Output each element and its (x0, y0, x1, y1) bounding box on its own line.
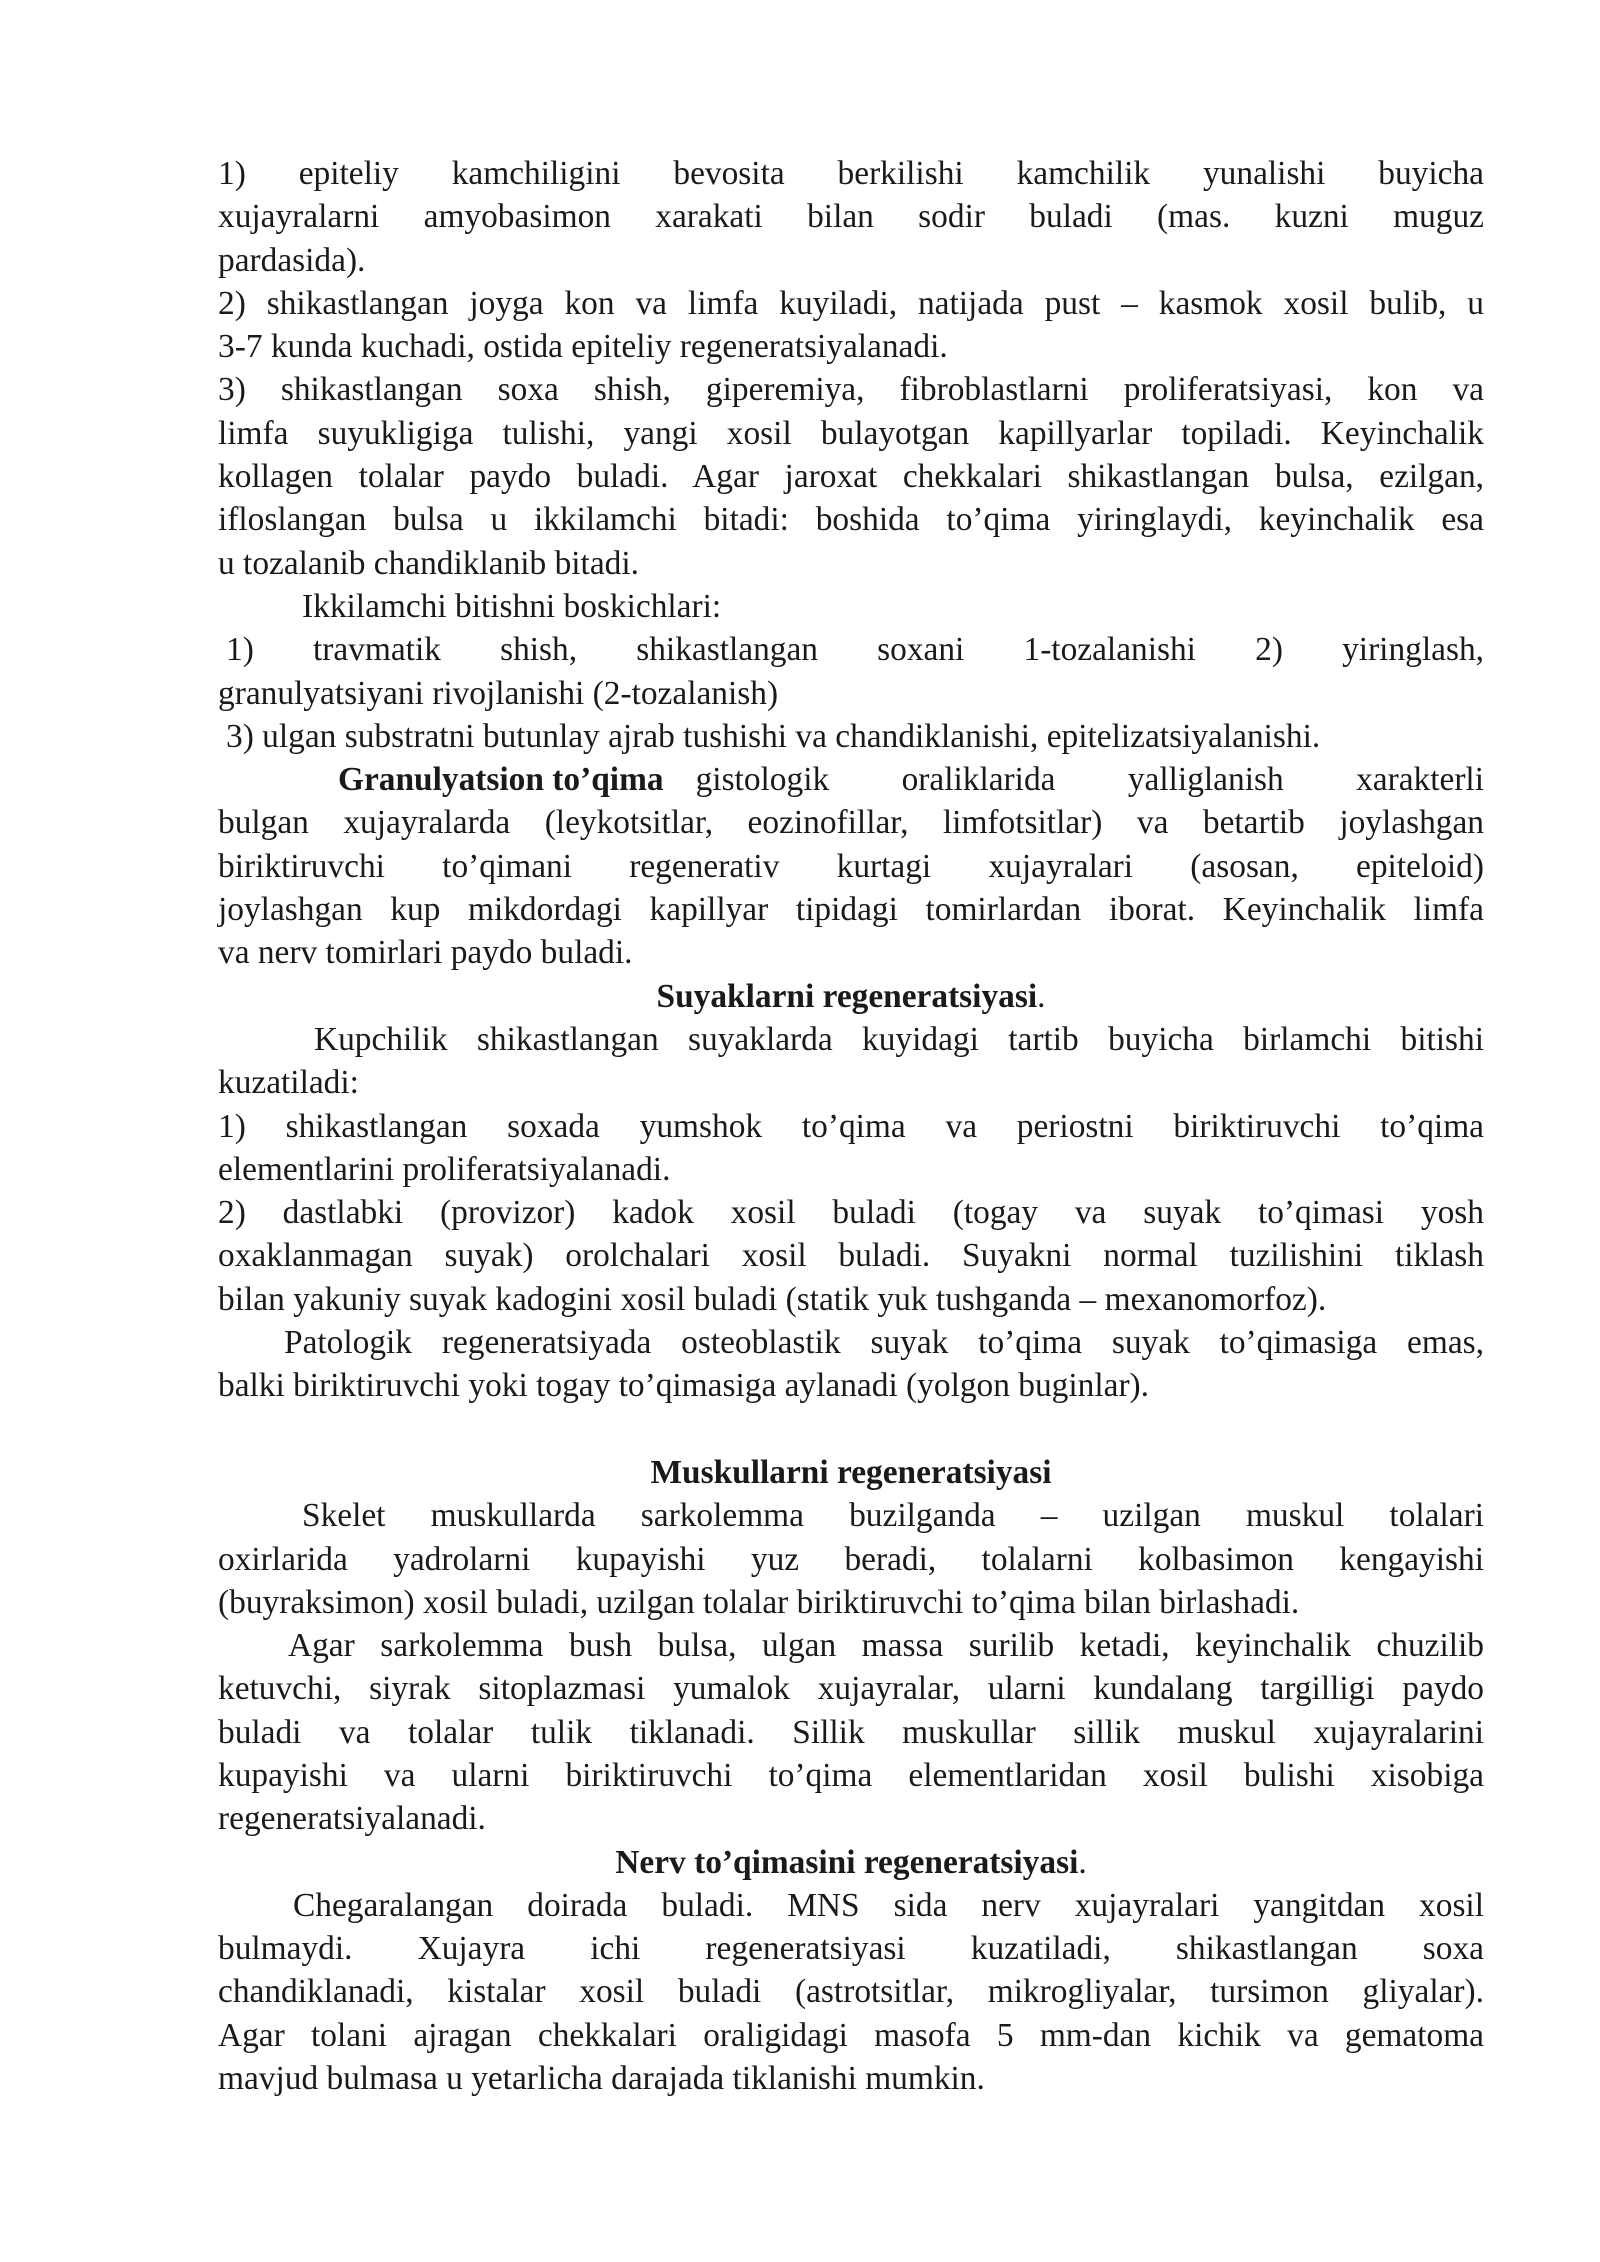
text-line: 1) epiteliy kamchiligini bevosita berkilishi kamchilik yunalishi buyicha (218, 155, 1484, 192)
text-line: oxaklanmagan suyak) orolchalari xosil buladi. Suyakni normal tuzilishini tiklash (218, 1237, 1484, 1275)
text-line: chandiklanadi, kistalar xosil buladi (astrotsitlar, mikrogliyalar, tursimon gliyalar). (218, 1973, 1484, 2011)
text-line: 2) shikastlangan joyga kon va limfa kuyiladi, natijada pust – kasmok xosil bulib, u (218, 284, 1484, 322)
section-heading-suyak (218, 975, 1484, 1018)
text-line: gistologik oraliklarida yalliglanish xarakterli (695, 761, 1484, 799)
granulyatsion-term: Granulyatsion to’qima (338, 761, 664, 799)
text-line: Agar tolani ajragan chekkalari oraligidagi masofa 5 mm-dan kichik va gematoma (218, 2016, 1484, 2054)
text-line: Kupchilik shikastlangan suyaklarda kuyidagi tartib buyicha birlamchi bitishi (314, 1020, 1484, 1058)
subheading-line: Ikkilamchi bitishni boskichlari: (302, 587, 722, 625)
text-line: kollagen tolalar paydo buladi. Agar jaroxat chekkalari shikastlangan bulsa, ezilgan, (218, 458, 1484, 496)
text-line: ifloslangan bulsa u ikkilamchi bitadi: boshida to’qima yiringlaydi, keyinchalik esa (218, 501, 1484, 539)
text-line: 3) shikastlangan soxa shish, giperemiya, fibroblastlarni proliferatsiyasi, kon va (218, 371, 1484, 409)
text-line: kupayishi va ularni biriktiruvchi to’qima elementlaridan xosil bulishi xisobiga (218, 1756, 1484, 1794)
text-line: (buyraksimon) xosil buladi, uzilgan tolalar biriktiruvchi to’qima bilan birlashadi. (218, 1583, 1300, 1621)
text-line: limfa suyukligiga tulishi, yangi xosil bulayotgan kapillyarlar topiladi. Keyinchalik (218, 414, 1484, 452)
text-line: bulgan xujayralarda (leykotsitlar, eozinofillar, limfotsitlar) va betartib joylashgan (218, 804, 1484, 842)
text-line: 1) shikastlangan soxada yumshok to’qima va periostni biriktiruvchi to’qima (218, 1107, 1484, 1145)
section-heading-nerv (218, 1841, 1484, 1884)
text-line: regeneratsiyalanadi. (218, 1800, 486, 1838)
heading-dot: . (1037, 977, 1046, 1015)
heading-dot: . (1078, 1843, 1087, 1881)
text-line: 1) travmatik shish, shikastlangan soxani 1-tozalanishi 2) yiringlash, (226, 631, 1484, 669)
heading-text: Nerv to’qimasini regeneratsiyasi (615, 1843, 1079, 1881)
text-line: 3-7 kunda kuchadi, ostida epiteliy regeneratsiyalanadi. (218, 328, 948, 366)
text-line: Chegaralangan doirada buladi. MNS sida nerv xujayralari yangitdan xosil (293, 1886, 1484, 1924)
text-line: bulmaydi. Xujayra ichi regeneratsiyasi kuzatiladi, shikastlangan soxa (218, 1930, 1484, 1968)
document-page (218, 152, 1484, 2100)
text-line: elementlarini proliferatsiyalanadi. (218, 1150, 671, 1188)
text-line: 3) ulgan substratni butunlay ajrab tushishi va chandiklanishi, epitelizatsiyalanishi. (226, 717, 1321, 755)
text-line: balki biriktiruvchi yoki togay to’qimasiga aylanadi (yolgon buginlar). (218, 1367, 1150, 1405)
text-line: kuzatiladi: (218, 1064, 359, 1102)
text-line: va nerv tomirlari paydo buladi. (218, 934, 633, 972)
text-line: Patologik regeneratsiyada osteoblastik suyak to’qima suyak to’qimasiga emas, (284, 1324, 1484, 1362)
text-line: biriktiruvchi to’qimani regenerativ kurtagi xujayralari (asosan, epiteloid) (218, 847, 1484, 885)
text-line: mavjud bulmasa u yetarlicha darajada tiklanishi mumkin. (218, 2060, 985, 2098)
text-line: joylashgan kup mikdordagi kapillyar tipidagi tomirlardan iborat. Keyinchalik limfa (218, 891, 1484, 929)
section-heading-muskul (218, 1451, 1484, 1494)
text-line: bilan yakuniy suyak kadogini xosil buladi (statik yuk tushganda – mexanomorfoz). (218, 1280, 1327, 1318)
text-line: buladi va tolalar tulik tiklanadi. Sillik muskullar sillik muskul xujayralarini (218, 1713, 1484, 1751)
blank-line (218, 1408, 1484, 1451)
text-line: granulyatsiyani rivojlanishi (2-tozalanish) (218, 674, 779, 712)
text-line: 2) dastlabki (provizor) kadok xosil buladi (togay va suyak to’qimasi yosh (218, 1194, 1484, 1232)
text-line: xujayralarni amyobasimon xarakati bilan sodir buladi (mas. kuzni muguz (218, 198, 1484, 236)
text-line: Skelet muskullarda sarkolemma buzilganda – uzilgan muskul tolalari (302, 1497, 1484, 1535)
text-line: Agar sarkolemma bush bulsa, ulgan massa surilib ketadi, keyinchalik chuzilib (288, 1627, 1484, 1665)
heading-text: Muskullarni regeneratsiyasi (650, 1453, 1052, 1491)
heading-text: Suyaklarni regeneratsiyasi (656, 977, 1038, 1015)
granulyatsion-paragraph-start (218, 758, 1484, 801)
text-line: oxirlarida yadrolarni kupayishi yuz beradi, tolalarni kolbasimon kengayishi (218, 1540, 1484, 1578)
text-line: pardasida). (218, 241, 366, 279)
text-line: u tozalanib chandiklanib bitadi. (218, 544, 639, 582)
text-line: ketuvchi, siyrak sitoplazmasi yumalok xujayralar, ularni kundalang targilligi paydo (218, 1670, 1484, 1708)
